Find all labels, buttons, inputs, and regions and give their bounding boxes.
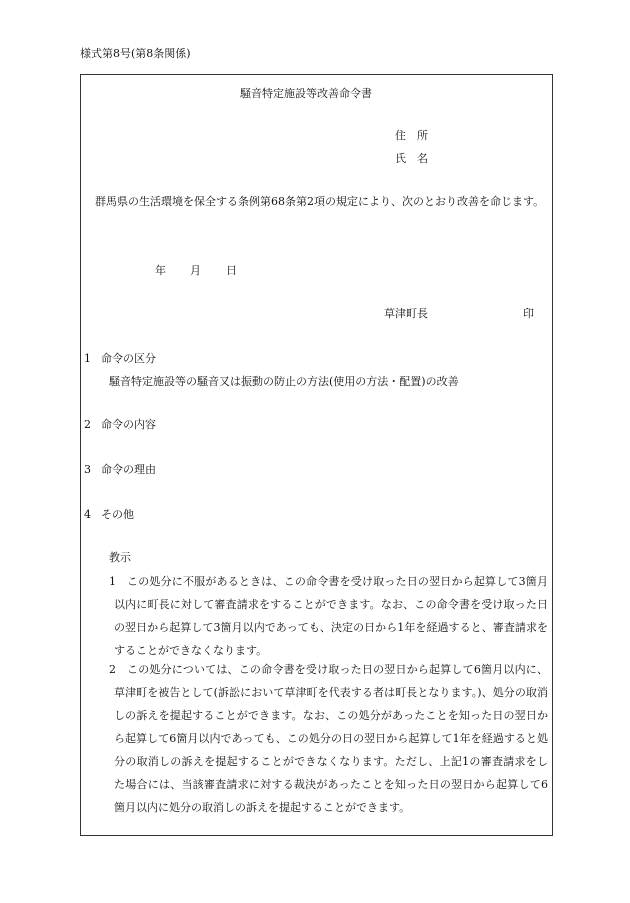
document-title: 騒音特定施設等改善命令書 bbox=[240, 87, 372, 100]
section-2-number: 2 bbox=[84, 418, 91, 431]
instruction-item-1-text: この処分に不服があるときは、この命令書を受け取った日の翌日から起算して3箇月以内に町長に対して審査請求をすることができます。なお、この命令書を受け取った日の翌日から起算して3箇月以内であっても、決定の日から1年を経過すると、審査請求をすることができなくなります。 bbox=[114, 575, 548, 657]
section-3-heading: 命令の理由 bbox=[101, 463, 156, 476]
section-1-heading: 命令の区分 bbox=[101, 352, 156, 365]
instruction-heading: 教示 bbox=[109, 551, 131, 564]
date-day: 日 bbox=[226, 264, 237, 277]
section-1-body: 騒音特定施設等の騒音又は振動の防止の方法(使用の方法・配置)の改善 bbox=[109, 375, 459, 388]
intro-paragraph: 群馬県の生活環境を保全する条例第68条第2項の規定により、次のとおり改善を命じます。 bbox=[95, 195, 545, 208]
date-month: 月 bbox=[190, 264, 201, 277]
instruction-item-2-text: この処分については、この命令書を受け取った日の翌日から起算して6箇月以内に、草津町を被告として(訴訟において草津町を代表する者は町長となります。)、処分の取消しの訴えを提起することができます。なお、この処分があったことを知った日の翌日から起算して6箇月以内であっても、この処分の日の翌日から起算して1年を経過すると処分の取消しの訴えを提起することができなくなります。ただし、上記1の審査請求をした場合には、当該審査請求に対する裁決があったことを知った日の翌日から起算して6箇月以内に処分の取消しの訴えを提起することができます。 bbox=[114, 663, 548, 814]
section-2-heading: 命令の内容 bbox=[101, 418, 156, 431]
section-4-heading: その他 bbox=[101, 508, 134, 521]
seal-mark: 印 bbox=[523, 307, 534, 320]
instruction-item-2-number: 2 bbox=[109, 663, 116, 676]
name-label: 氏 名 bbox=[395, 152, 428, 165]
address-label: 住 所 bbox=[395, 129, 428, 142]
instruction-item-1-number: 1 bbox=[109, 575, 116, 588]
section-1-number: 1 bbox=[84, 352, 91, 365]
date-year: 年 bbox=[155, 264, 166, 277]
section-3-number: 3 bbox=[84, 463, 91, 476]
section-4-number: 4 bbox=[84, 508, 91, 521]
issuer-title: 草津町長 bbox=[384, 307, 428, 320]
form-label: 様式第8号(第8条関係) bbox=[80, 47, 191, 60]
